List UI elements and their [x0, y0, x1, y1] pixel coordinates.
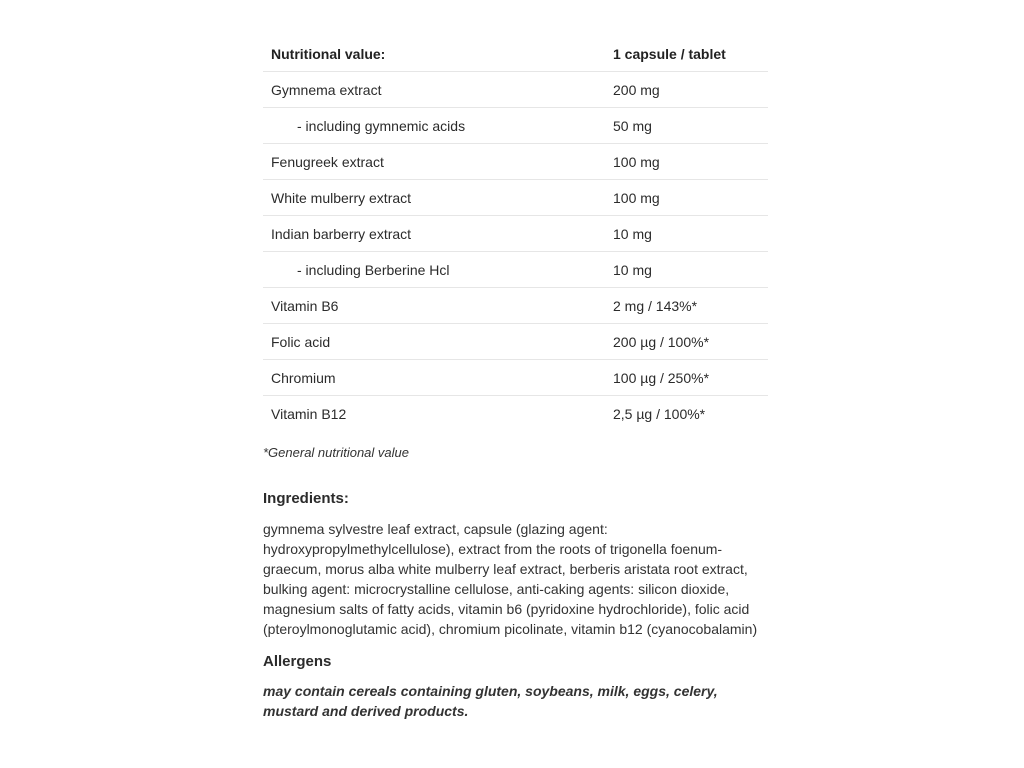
allergens-text: may contain cereals containing gluten, soybeans, milk, eggs, celery, mustard and derived products.	[263, 683, 718, 719]
row-name: Vitamin B12	[271, 405, 347, 422]
table-row	[263, 144, 768, 180]
table-row	[263, 252, 768, 288]
nutrition-table	[263, 36, 768, 431]
row-amount: 10 mg	[605, 216, 768, 252]
row-name: Folic acid	[263, 324, 605, 360]
row-amount: 2,5 µg / 100%*	[613, 405, 706, 422]
row-amount: 50 mg	[605, 108, 768, 144]
row-name: - including Berberine Hcl	[263, 252, 605, 288]
row-name: Indian barberry extract	[263, 216, 605, 252]
table-row	[263, 396, 768, 432]
row-amount: 100 mg	[605, 180, 768, 216]
ingredients-text: gymnema sylvestre leaf extract, capsule (glazing agent: hydroxypropylmethylcellulose), extract from the roots of trigonella foenum-graecum, morus alba white mulberry leaf extract, berberis aristata root extract, bulking agent: microcrystalline cellulose, anti-caking agents: silicon dioxide, magnesium salts of fatty acids, vitamin b6 (pyridoxine hydrochloride), folic acid (pteroylmonoglutamic acid), chromium picolinate, vitamin b12 (cyanocobalamin)	[263, 521, 758, 637]
table-row	[263, 216, 768, 252]
product-info	[263, 36, 768, 721]
table-row	[263, 288, 768, 324]
row-name: Chromium	[263, 360, 605, 396]
row-name: Vitamin B6	[263, 288, 605, 324]
allergens-heading: Allergens	[263, 653, 332, 670]
row-amount: 200 mg	[605, 72, 768, 108]
row-name: White mulberry extract	[263, 180, 605, 216]
table-row	[263, 72, 768, 108]
footnote: *General nutritional value	[263, 445, 409, 460]
table-row	[263, 324, 768, 360]
table-header-row	[263, 36, 768, 72]
row-name: - including gymnemic acids	[263, 108, 605, 144]
header-nutritional-value: Nutritional value:	[263, 36, 605, 72]
row-name: Gymnema extract	[263, 72, 605, 108]
row-amount: 10 mg	[605, 252, 768, 288]
table-row	[263, 180, 768, 216]
table-row	[263, 108, 768, 144]
row-amount: 2 mg / 143%*	[605, 288, 768, 324]
row-name: Fenugreek extract	[263, 144, 605, 180]
header-amount: 1 capsule / tablet	[605, 36, 768, 72]
row-amount: 100 µg / 250%*	[605, 360, 768, 396]
table-row	[263, 360, 768, 396]
ingredients-heading: Ingredients:	[263, 490, 349, 507]
row-amount: 200 µg / 100%*	[605, 324, 768, 360]
row-amount: 100 mg	[605, 144, 768, 180]
